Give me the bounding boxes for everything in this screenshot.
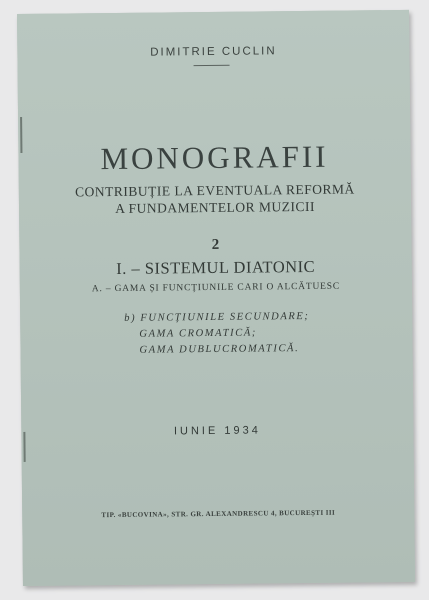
contents-list — [124, 311, 310, 361]
list-item: GAMA DUBLUCROMATICĂ. — [139, 343, 300, 356]
subtitle-line-2: A FUNDAMENTELOR MUZICII — [115, 198, 315, 216]
section-heading: I. – SISTEMUL DIATONIC — [116, 256, 316, 278]
list-item: GAMA CROMATICĂ; — [139, 327, 258, 340]
printer-imprint: TIP. «BUCOVINA», STR. GR. ALEXANDRESCU 4, BUCUREȘTI III — [101, 508, 336, 520]
volume-number: 2 — [211, 236, 220, 253]
section-subheading: A. – GAMA ȘI FUNCȚIUNILE CARI O ALCĂTUESC — [91, 281, 340, 295]
publication-date: IUNIE 1934 — [173, 424, 261, 438]
booklet-cover — [17, 10, 415, 586]
author-divider — [194, 65, 230, 66]
list-item: b) FUNCȚIUNILE SECUNDARE; — [124, 310, 310, 324]
author-name: DIMITRIE CUCLIN — [150, 45, 277, 59]
cover-title: MONOGRAFII — [100, 138, 329, 177]
subtitle-line-1: CONTRIBUȚIE LA EVENTUALA REFORMĂ — [74, 181, 355, 200]
